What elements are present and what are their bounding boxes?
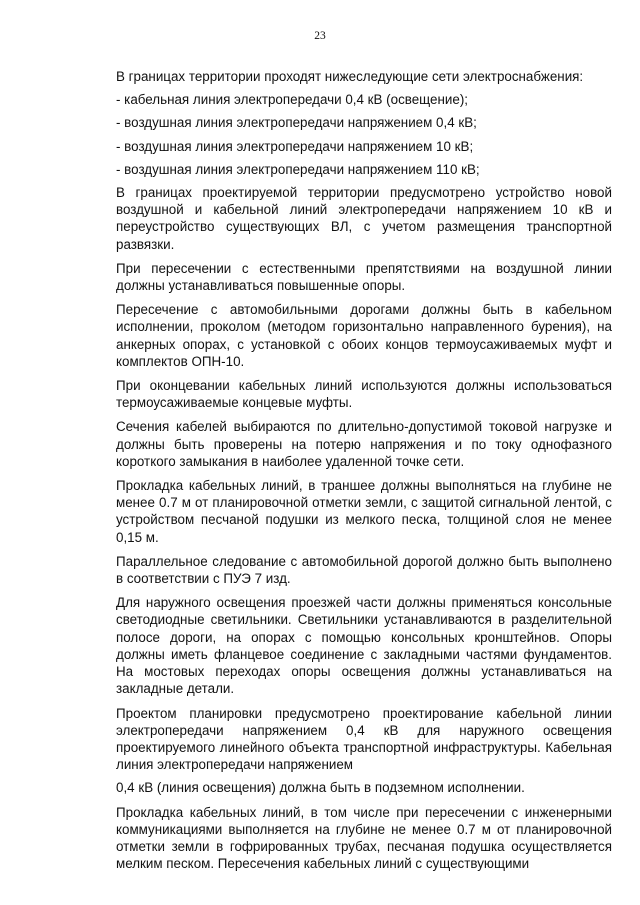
paragraph-lighting-cable: Проектом планировки предусмотрено проектирование кабельной линии электропередачи напряжением 0,4 кВ для наружного освещения проектируемого линейного объекта транспортной инфраструктуры. Кабельная линия электропередачи напряжением <box>116 705 612 773</box>
paragraph-cable-sections: Сечения кабелей выбираются по длительно-допустимой токовой нагрузке и должны быть проверены на потерю напряжения и по току однофазного короткого замыкания в наиболее удаленной точке сети. <box>116 419 612 469</box>
paragraph-trench-laying: Прокладка кабельных линий, в траншее должны выполняться на глубине не менее 0.7 м от планировочной отметки земли, с защитой сигнальной лентой, с устройством песчаной подушки из мелкого песка, толщиной слоя не менее 0,15 м. <box>116 478 612 545</box>
intro-paragraph: В границах территории проходят нижеследующие сети электроснабжения: <box>116 69 584 84</box>
paragraph-natural-obstacles: При пересечении с естественными препятствиями на воздушной линии должны устанавливаться повышенные опоры. <box>116 260 612 294</box>
paragraph-parallel-routing: Параллельное следование с автомобильной дорогой должно быть выполнено в соответствии с ПУЭ 7 изд. <box>116 553 612 587</box>
paragraph-new-lines: В границах проектируемой территории предусмотрено устройство новой воздушной и кабельной линий электропередачи напряжением 10 кВ и переустройство существующих ВЛ, с учетом размещения транспортной развязки. <box>116 185 612 252</box>
paragraph-cable-terminations: При оконцевании кабельных линий используются должны использоваться термоусаживаемые концевые муфты. <box>116 378 612 411</box>
list-item: - воздушная линия электропередачи напряжением 110 кВ; <box>116 161 480 177</box>
list-item: - кабельная линия электропередачи 0,4 кВ (освещение); <box>116 92 468 108</box>
power-lines-list <box>116 91 612 178</box>
paragraph-road-crossings: Пересечение с автомобильными дорогами должны быть в кабельном исполнении, проколом (методом горизонтально направленного бурения), на анкерных опорах, с установкой с обоих концов термоусаживаемых муфт и комплектов ОПН-10. <box>116 302 612 369</box>
page-number: 23 <box>314 30 326 42</box>
document-body <box>116 68 612 878</box>
list-item: - воздушная линия электропередачи напряжением 0,4 кВ; <box>116 115 477 131</box>
list-item: - воздушная линия электропередачи напряжением 10 кВ; <box>116 138 474 154</box>
paragraph-road-lighting: Для наружного освещения проезжей части должны применяться консольные светодиодные светильники. Светильники устанавливаются в разделительной полосе дороги, на опорах с помощью консольных кронштейнов. Опоры должны иметь фланцевое соединение с закладными частями фундаментов. На мостовых переходах опоры освещения должны устанавливаться на закладные детали. <box>116 595 612 697</box>
paragraph-underground: 0,4 кВ (линия освещения) должна быть в подземном исполнении. <box>116 780 525 796</box>
paragraph-utility-crossings: Прокладка кабельных линий, в том числе при пересечении с инженерными коммуникациями выполняется на глубине не менее 0.7 м от планировочной отметки земли в гофрированных трубах, песчаная подушка осуществляется мелким песком. Пересечения кабельных линий с существующими <box>116 804 612 872</box>
